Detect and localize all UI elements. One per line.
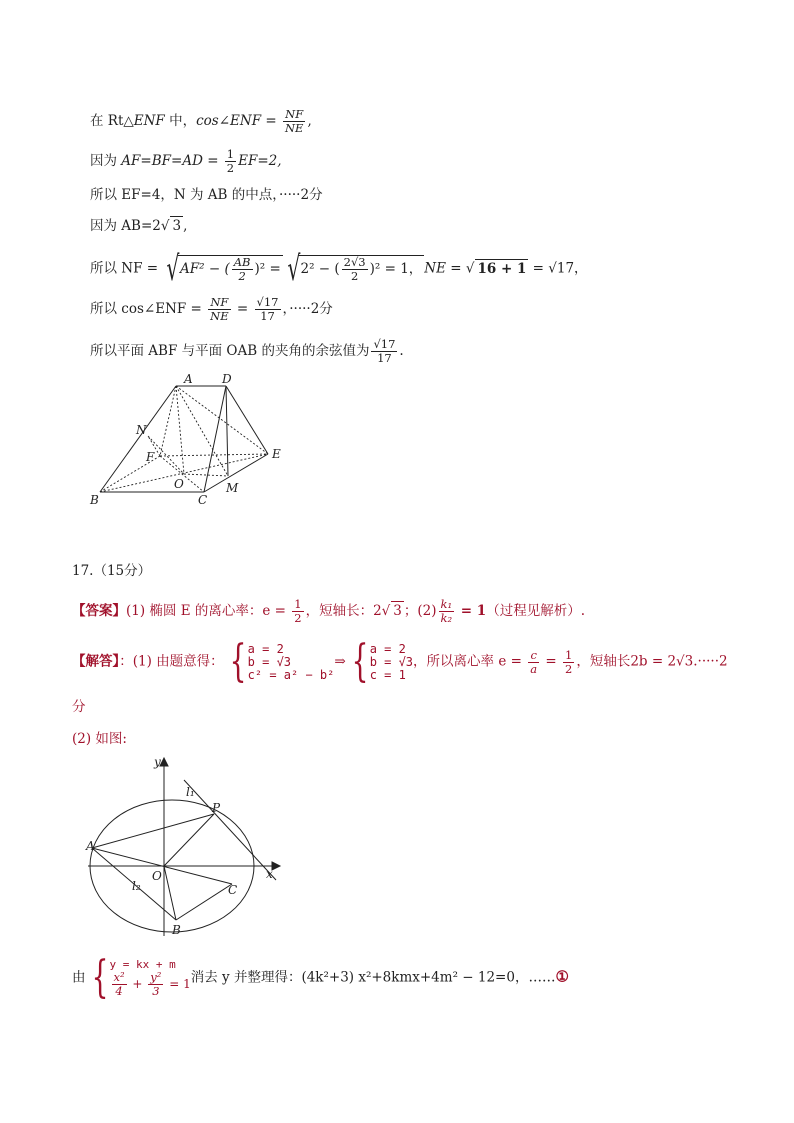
line-conclusion: 所以平面 ABF 与平面 OAB 的夹角的余弦值为 $\frac{√17}{17}$ . [90,337,404,365]
line-af-bf: 因为 AF=BF=AD = $\frac{1}{2}$ EF=2, [90,147,282,175]
label-b: B [172,923,181,937]
line-nf-ne: 所以 NF = √AF² − ( $\frac{AB}{2}$ )² =√2² − ( $\frac{2√3}{2}$ )² = 1， NE = √ 16 + 1 = √17， [90,249,588,289]
label-a: A [184,372,193,386]
solid-geometry-figure [80,368,310,513]
label-p: P [212,801,221,815]
edge-fe [160,454,268,456]
q17-answer: 【答案】(1) 椭圆 E 的离心率：e = $\frac{1}{2}$ ，短轴长：2√ 3 ；(2) $\frac{\text{k₁}}{\text{k₂}}$ = 1（过程见解析）. [72,597,585,625]
edge-be [100,454,268,492]
label-m: M [226,481,239,495]
segment-op [164,814,214,866]
label-l2: l₂ [132,879,141,893]
label-o: O [152,869,162,883]
line-cos-result: 所以 cos∠ENF = $\frac{NF}{NE}$ = $\frac{√17}{17}$ ，·····2分 [90,295,333,323]
label-l1: l₁ [186,785,195,799]
q17-header: 17.（15分） [72,563,152,579]
x-arrow [272,862,280,870]
label-b: B [90,493,99,507]
edge-dm [226,386,228,476]
fraction: $\frac{NF}{NE}$ [284,107,304,135]
label-f: F [146,450,155,464]
edge-ao [176,386,184,474]
q17-solution-cont: 分 [72,699,86,715]
edge-ab [100,386,176,492]
edge-ae [176,386,268,454]
segment-ap [92,814,214,848]
label-y: y [154,755,161,769]
line-l1 [184,780,276,880]
edge-om [184,474,228,476]
ellipse-figure [84,754,284,940]
label-x: x [266,867,273,881]
line-cos-enf: 在 Rt△ENF 中，cos∠ENF = $\frac{NF}{NE}$ , [90,107,312,135]
line-elimination: 由 { y = kx + m $\frac{\text{x²}}{4}$ + $\frac{\text{y²}}{3}$ = 1 消去 y 并整理得：(4k²+3) x²+8kmx+4m² − 12=0，……① [72,952,569,1003]
label-o: O [174,477,184,491]
line-ab-length: 因为 AB=2√ 3 , [90,218,188,234]
fraction: $\frac{1}{2}$ [226,147,235,175]
label-a: A [86,839,95,853]
y-arrow [160,758,168,766]
q17-part2: (2) 如图: [72,731,127,747]
label-d: D [222,372,232,386]
edge-de [226,386,268,454]
segment-bc [176,884,232,920]
edge-ad-diag [176,386,228,476]
label-e: E [272,447,281,461]
edge-dc [204,386,226,492]
label-c: C [228,883,238,897]
q17-solution: 【解答】：(1) 由题意得： { a = 2 b = √3 c² = a² − b² ⇒ { a = 2 b = √3 c = 1 ，所以离心率 e = $\frac{c}{a}$ = $\frac{1}{2}$ ，短轴长2b = 2√3.·····2 [72,636,728,687]
label-c: C [198,493,208,507]
label-n: N [136,423,147,437]
line-ef-midpoint: 所以 EF=4，N 为 AB 的中点，·····2分 [90,187,323,203]
